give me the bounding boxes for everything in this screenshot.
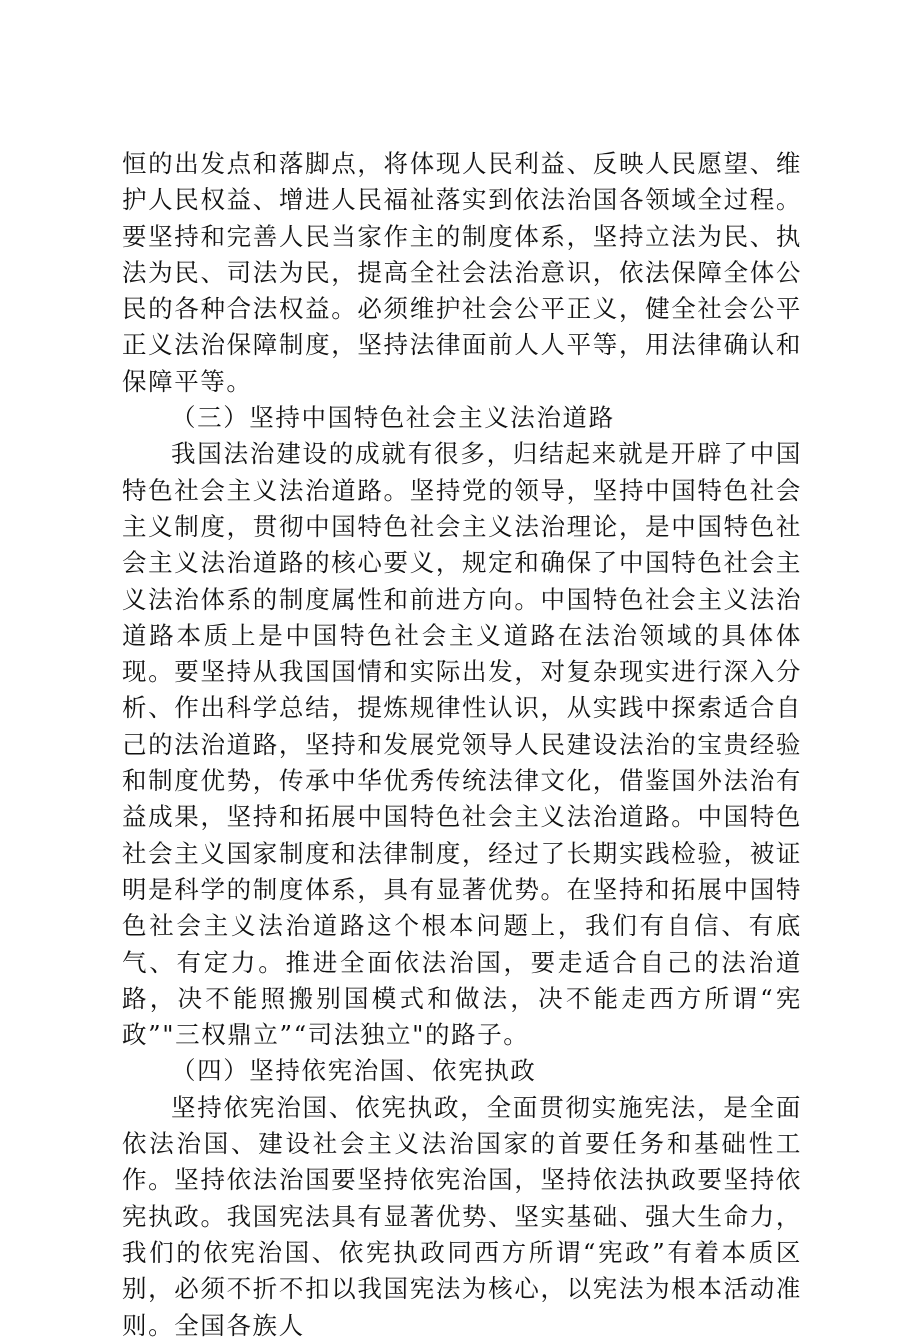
document-body [122,146,802,1344]
section-heading-3: （三）坚持中国特色社会主义法治道路 [171,403,615,433]
paragraph-continuation: 恒的出发点和落脚点，将体现人民利益、反映人民愿望、维护人民权益、增进人民福祉落实到依法治国各领域全过程。要坚持和完善人民当家作主的制度体系，坚持立法为民、执法为民、司法为民，提高全社会法治意识，依法保障全体公民的各种合法权益。必须维护社会公平正义，健全社会公平正义法治保障制度，坚持法律面前人人平等，用法律确认和保障平等。 [122,149,802,396]
section-heading-4: （四）坚持依宪治国、依宪执政 [171,1056,537,1086]
paragraph-constitution: 坚持依宪治国、依宪执政，全面贯彻实施宪法，是全面依法治国、建设社会主义法治国家的首要任务和基础性工作。坚持依法治国要坚持依宪治国，坚持依法执政要坚持依宪执政。我国宪法具有显著优势、坚实基础、强大生命力，我们的依宪治国、依宪执政同西方所谓“宪政”有着本质区别，必须不折不扣以我国宪法为核心，以宪法为根本活动准则。全国各族人 [122,1092,802,1340]
paragraph-china-rule-of-law-path: 我国法治建设的成就有很多，归结起来就是开辟了中国特色社会主义法治道路。坚持党的领导，坚持中国特色社会主义制度，贯彻中国特色社会主义法治理论，是中国特色社会主义法治道路的核心要义，规定和确保了中国特色社会主义法治体系的制度属性和前进方向。中国特色社会主义法治道路本质上是中国特色社会主义道路在法治领域的具体体现。要坚持从我国国情和实际出发，对复杂现实进行深入分析、作出科学总结，提炼规律性认识，从实践中探索适合自己的法治道路，坚持和发展党领导人民建设法治的宝贵经验和制度优势，传承中华优秀传统法律文化，借鉴国外法治有益成果，坚持和拓展中国特色社会主义法治道路。中国特色社会主义国家制度和法律制度，经过了长期实践检验，被证明是科学的制度体系，具有显著优势。在坚持和拓展中国特色社会主义法治道路这个根本问题上，我们有自信、有底气、有定力。推进全面依法治国，要走适合自己的法治道路，决不能照搬别国模式和做法，决不能走西方所谓“宪政”"三权鼎立”“司法独立"的路子。 [122,439,802,1050]
